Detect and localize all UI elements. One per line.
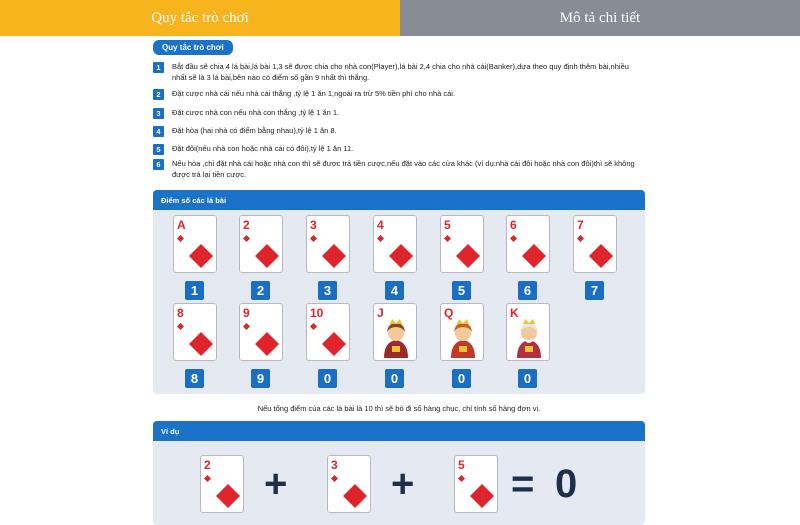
card-point-value: 0 xyxy=(452,369,471,388)
diamond-suit-icon xyxy=(310,323,317,330)
diamond-suit-icon xyxy=(322,244,346,268)
rule-text: Đặt hòa (hai nhà có điểm bằng nhau),tỷ lệ 1 ăn 8. xyxy=(172,126,337,135)
playing-card xyxy=(440,303,484,361)
playing-card xyxy=(440,215,484,273)
card-rank: 5 xyxy=(458,458,465,472)
card-point-value: 7 xyxy=(585,281,604,300)
diamond-suit-icon xyxy=(243,323,250,330)
card-rank: 10 xyxy=(310,306,324,320)
diamond-suit-icon xyxy=(189,244,213,268)
card-rank: 5 xyxy=(444,218,451,232)
card-values-panel-title: Điểm số các lá bài xyxy=(153,190,645,210)
card-point-value: 9 xyxy=(251,369,270,388)
diamond-suit-icon xyxy=(204,475,211,482)
card-rank: 8 xyxy=(177,306,184,320)
section-pill: Quy tắc trò chơi xyxy=(153,40,233,55)
rule-text: Đặt đôi(nếu nhà con hoặc nhà cái có đôi),tỷ lệ 1 ăn 11. xyxy=(172,144,354,153)
diamond-suit-icon xyxy=(177,323,184,330)
card-point-value: 5 xyxy=(452,281,471,300)
rule-text: Đặt cược nhà cái nếu nhà cái thắng ,tỷ lệ 1 ăn 1,ngoài ra trừ 5% tiền phí cho nhà cái. xyxy=(172,89,456,98)
playing-card xyxy=(373,303,417,361)
playing-card xyxy=(200,455,244,513)
playing-card xyxy=(306,215,350,273)
playing-card xyxy=(506,215,550,273)
diamond-suit-icon xyxy=(377,235,384,242)
diamond-suit-icon xyxy=(331,475,338,482)
playing-card xyxy=(173,303,217,361)
card-point-value: 0 xyxy=(518,369,537,388)
card-rank: 4 xyxy=(377,218,384,232)
diamond-suit-icon xyxy=(589,244,613,268)
rule-item xyxy=(153,126,645,137)
diamond-suit-icon xyxy=(444,235,451,242)
card-point-value: 8 xyxy=(185,369,204,388)
example-result: 0 xyxy=(555,462,578,506)
rule-item xyxy=(153,62,645,83)
diamond-suit-icon xyxy=(456,244,480,268)
rule-number: 4 xyxy=(153,126,164,137)
playing-card xyxy=(573,215,617,273)
face-figure-icon xyxy=(445,318,481,358)
playing-card xyxy=(327,455,371,513)
diamond-suit-icon xyxy=(322,332,346,356)
tab-game-rules[interactable]: Quy tắc trò chơi xyxy=(0,0,400,36)
face-figure-icon xyxy=(378,318,414,358)
card-rank: J xyxy=(377,306,384,320)
diamond-suit-icon xyxy=(522,244,546,268)
rule-item xyxy=(153,108,645,119)
diamond-suit-icon xyxy=(177,235,184,242)
rule-number: 6 xyxy=(153,159,164,170)
playing-card xyxy=(506,303,550,361)
rule-item xyxy=(153,159,645,180)
rule-text: Bắt đầu sẽ chia 4 lá bài,lá bài 1,3 sẽ được chia cho nhà con(Player),lá bài 2,4 chia cho nhà cái(Banker),dựa theo quy định thêm bài,nhiều nhất sẽ là 3 lá bài,bên nào có điểm số gần 9 nhất thì thắng. xyxy=(172,62,629,82)
card-rank: 6 xyxy=(510,218,517,232)
card-values-panel xyxy=(153,190,645,394)
card-rank: Q xyxy=(444,306,454,320)
diamond-suit-icon xyxy=(310,235,317,242)
rule-number: 5 xyxy=(153,144,164,155)
diamond-suit-icon xyxy=(343,484,367,508)
rule-number: 1 xyxy=(153,62,164,73)
card-point-value: 0 xyxy=(385,369,404,388)
card-point-value: 4 xyxy=(385,281,404,300)
tab-detail-description[interactable]: Mô tả chi tiết xyxy=(400,0,800,36)
playing-card xyxy=(173,215,217,273)
card-rank: A xyxy=(177,218,186,232)
playing-card xyxy=(454,455,498,513)
rule-text: Đặt cược nhà con nếu nhà con thắng ,tỷ lệ 1 ăn 1. xyxy=(172,108,340,117)
card-point-value: 0 xyxy=(318,369,337,388)
tens-rule-note: Nếu tổng điểm của các lá bài là 10 thì sẽ bỏ đi số hàng chục, chỉ tính số hàng đơn vị. xyxy=(257,404,541,413)
rule-number: 3 xyxy=(153,108,164,119)
card-point-value: 1 xyxy=(185,281,204,300)
rule-number: 2 xyxy=(153,89,164,100)
rule-item xyxy=(153,89,645,100)
tab-bar xyxy=(0,0,800,36)
card-rank: 2 xyxy=(243,218,250,232)
rule-text: Nếu hòa ,chỉ đặt nhà cái hoặc nhà con thì sẽ được trả tiền cược,nếu đặt vào các cửa khác (ví dụ:nhà cái đôi hoặc nhà con đôi)thì sẽ không được trả lại tiền cược. xyxy=(172,159,635,179)
card-rank: 7 xyxy=(577,218,584,232)
card-point-value: 2 xyxy=(251,281,270,300)
diamond-suit-icon xyxy=(255,332,279,356)
face-figure-icon xyxy=(511,318,547,358)
card-rank: 3 xyxy=(310,218,317,232)
diamond-suit-icon xyxy=(470,484,494,508)
diamond-suit-icon xyxy=(255,244,279,268)
playing-card xyxy=(239,215,283,273)
card-rank: 3 xyxy=(331,458,338,472)
plus-sign: + xyxy=(391,462,415,506)
diamond-suit-icon xyxy=(243,235,250,242)
plus-sign: + xyxy=(264,462,288,506)
equals-sign: = xyxy=(511,462,535,506)
diamond-suit-icon xyxy=(577,235,584,242)
card-rank: 9 xyxy=(243,306,250,320)
playing-card xyxy=(239,303,283,361)
diamond-suit-icon xyxy=(389,244,413,268)
card-rank: K xyxy=(510,306,519,320)
diamond-suit-icon xyxy=(189,332,213,356)
playing-card xyxy=(306,303,350,361)
example-panel-title: Ví dụ xyxy=(153,421,645,441)
diamond-suit-icon xyxy=(458,475,465,482)
diamond-suit-icon xyxy=(216,484,240,508)
card-point-value: 6 xyxy=(518,281,537,300)
card-rank: 2 xyxy=(204,458,211,472)
card-point-value: 3 xyxy=(318,281,337,300)
diamond-suit-icon xyxy=(510,235,517,242)
playing-card xyxy=(373,215,417,273)
rule-item xyxy=(153,144,645,155)
example-panel xyxy=(153,421,645,525)
